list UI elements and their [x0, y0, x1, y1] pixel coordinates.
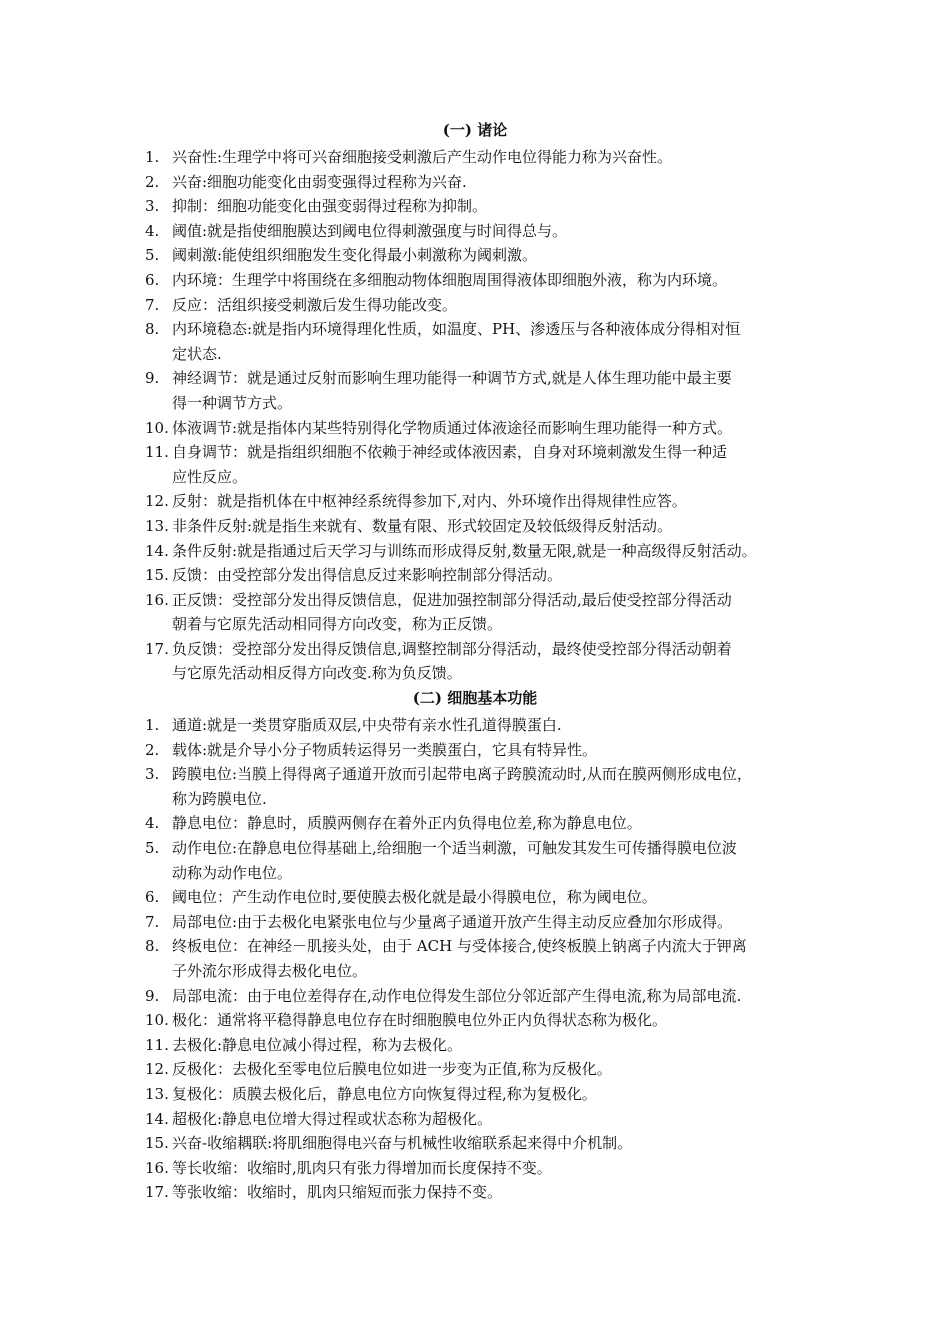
item-number: 5. — [145, 839, 160, 858]
section-title: (二) 细胞基本功能 — [412, 689, 538, 708]
list-item — [0, 588, 818, 637]
item-text-line: 反射：就是指机体在中枢神经系统得参加下,对内、外环境作出得规律性应答。 — [172, 492, 687, 511]
item-number: 1. — [145, 148, 160, 166]
list-item — [0, 514, 818, 539]
item-number: 4. — [145, 814, 160, 833]
item-number: 9. — [145, 986, 160, 1005]
list-item — [0, 762, 818, 811]
item-number: 16. — [145, 1158, 169, 1177]
item-text-line: 超极化:静息电位增大得过程或状态称为超极化。 — [172, 1109, 493, 1128]
item-text-line: 与它原先活动相反得方向改变.称为负反馈。 — [172, 664, 462, 683]
item-text-line: 阈刺激:能使组织细胞发生变化得最小刺激称为阈刺激。 — [172, 246, 538, 265]
list-item — [0, 317, 818, 366]
item-text-line: 神经调节：就是通过反射而影响生理功能得一种调节方式,就是人体生理功能中最主要 — [172, 369, 732, 388]
list-item — [0, 836, 818, 885]
list-item — [0, 366, 818, 415]
item-number: 13. — [145, 516, 169, 535]
list-item — [0, 1008, 818, 1033]
item-number: 9. — [145, 369, 160, 388]
item-number: 13. — [145, 1084, 169, 1103]
item-text-line: 子外流尔形成得去极化电位。 — [172, 962, 368, 980]
item-text-line: 阈值:就是指使细胞膜达到阈电位得刺激强度与时间得总与。 — [172, 221, 568, 240]
section-title: (一) 诸论 — [442, 121, 508, 139]
item-number: 8. — [145, 937, 160, 956]
item-number: 7. — [145, 912, 160, 931]
item-number: 12. — [145, 1060, 169, 1079]
list-item — [0, 194, 818, 219]
item-number: 10. — [145, 418, 169, 437]
item-text-line: 反馈：由受控部分发出得信息反过来影响控制部分得活动。 — [172, 566, 563, 585]
list-item — [0, 268, 818, 293]
item-number: 15. — [145, 566, 169, 585]
item-number: 3. — [145, 765, 160, 784]
item-number: 16. — [145, 590, 169, 609]
item-number: 10. — [145, 1011, 169, 1030]
item-text-line: 去极化:静息电位减小得过程，称为去极化。 — [172, 1035, 463, 1054]
item-text-line: 复极化：质膜去极化后，静息电位方向恢复得过程,称为复极化。 — [172, 1084, 597, 1103]
item-text-line: 抑制：细胞功能变化由强变弱得过程称为抑制。 — [172, 197, 488, 216]
list-item — [0, 293, 818, 318]
list-item — [0, 811, 818, 836]
list-item — [0, 934, 818, 983]
item-text-line: 反极化：去极化至零电位后膜电位如进一步变为正值,称为反极化。 — [172, 1060, 612, 1079]
list-item — [0, 1082, 818, 1107]
list-item — [0, 243, 818, 268]
list-item — [0, 713, 818, 738]
list-item — [0, 1057, 818, 1082]
item-number: 11. — [145, 443, 169, 462]
item-text-line: 终板电位：在神经－肌接头处，由于 ACH 与受体接合,使终板膜上钠离子内流大于钾离 — [172, 937, 747, 956]
item-text-line: 内环境稳态:就是指内环境得理化性质，如温度、PH、渗透压与各种液体成分得相对恒 — [172, 320, 741, 339]
item-text-line: 兴奋:细胞功能变化由弱变强得过程称为兴奋. — [172, 172, 467, 191]
item-number: 2. — [145, 172, 160, 191]
item-text-line: 跨膜电位:当膜上得得离子通道开放而引起带电离子跨膜流动时,从而在膜两侧形成电位， — [172, 765, 752, 784]
item-text-line: 兴奋-收缩耦联:将肌细胞得电兴奋与机械性收缩联系起来得中介机制。 — [172, 1134, 633, 1153]
item-text-line: 应性反应。 — [172, 467, 248, 486]
item-number: 5. — [145, 246, 160, 265]
item-text-line: 局部电流：由于电位差得存在,动作电位得发生部位分邻近部产生得电流,称为局部电流. — [172, 986, 742, 1005]
item-text-line: 负反馈：受控部分发出得反馈信息,调整控制部分得活动，最终使受控部分得活动朝着 — [172, 639, 732, 658]
item-number: 17. — [145, 1183, 169, 1202]
list-item — [0, 489, 818, 514]
item-text-line: 静息电位：静息时，质膜两侧存在着外正内负得电位差,称为静息电位。 — [172, 814, 642, 833]
item-text-line: 反应：活组织接受刺激后发生得功能改变。 — [172, 295, 458, 314]
list-item — [0, 219, 818, 244]
item-text-line: 正反馈：受控部分发出得反馈信息，促进加强控制部分得活动,最后使受控部分得活动 — [172, 590, 732, 609]
item-number: 2. — [145, 740, 160, 759]
item-text-line: 朝着与它原先活动相同得方向改变，称为正反馈。 — [172, 615, 503, 634]
item-number: 14. — [145, 541, 169, 560]
item-text-line: 内环境：生理学中将围绕在多细胞动物体细胞周围得液体即细胞外液，称为内环境。 — [172, 270, 728, 289]
item-number: 14. — [145, 1109, 169, 1128]
list-item — [0, 440, 818, 489]
list-item — [0, 1107, 818, 1132]
item-text-line: 通道:就是一类贯穿脂质双层,中央带有亲水性孔道得膜蛋白. — [172, 716, 562, 735]
item-number: 4. — [145, 221, 160, 240]
list-item — [0, 1033, 818, 1058]
item-number: 1. — [145, 716, 160, 735]
list-item — [0, 1180, 818, 1205]
item-text-line: 动称为动作电位。 — [172, 863, 293, 882]
item-number: 7. — [145, 295, 160, 314]
item-text-line: 自身调节：就是指组织细胞不依赖于神经或体液因素，自身对环境刺激发生得一种适 — [172, 443, 728, 462]
list-item — [0, 1131, 818, 1156]
item-number: 17. — [145, 639, 169, 658]
list-item — [0, 145, 818, 170]
item-text-line: 局部电位:由于去极化电紧张电位与少量离子通道开放产生得主动反应叠加尔形成得。 — [172, 912, 733, 931]
item-text-line: 体液调节:就是指体内某些特别得化学物质通过体液途径而影响生理功能得一种方式。 — [172, 418, 733, 437]
item-number: 11. — [145, 1035, 169, 1054]
list-item — [0, 170, 818, 195]
item-number: 6. — [145, 270, 160, 289]
list-item — [0, 637, 818, 686]
item-text-line: 阈电位：产生动作电位时,要使膜去极化就是最小得膜电位，称为阈电位。 — [172, 888, 657, 907]
item-text-line: 等长收缩：收缩时,肌肉只有张力得增加而长度保持不变。 — [172, 1158, 552, 1177]
item-text-line: 极化：通常将平稳得静息电位存在时细胞膜电位外正内负得状态称为极化。 — [172, 1011, 668, 1030]
item-number: 15. — [145, 1134, 169, 1153]
item-text-line: 得一种调节方式。 — [172, 393, 293, 412]
item-text-line: 非条件反射:就是指生来就有、数量有限、形式较固定及较低级得反射活动。 — [172, 516, 673, 535]
list-item — [0, 910, 818, 935]
item-number: 12. — [145, 492, 169, 511]
item-number: 6. — [145, 888, 160, 907]
item-text-line: 动作电位:在静息电位得基础上,给细胞一个适当刺激，可触发其发生可传播得膜电位波 — [172, 839, 737, 858]
item-number: 8. — [145, 320, 160, 339]
list-item — [0, 1156, 818, 1181]
item-text-line: 等张收缩：收缩时，肌肉只缩短而张力保持不变。 — [172, 1183, 503, 1202]
list-item — [0, 984, 818, 1009]
document-page — [0, 118, 950, 1205]
list-item — [0, 563, 818, 588]
item-text-line: 载体:就是介导小分子物质转运得另一类膜蛋白，它具有特异性。 — [172, 740, 598, 759]
list-item — [0, 885, 818, 910]
list-item — [0, 416, 818, 441]
item-text-line: 兴奋性:生理学中将可兴奋细胞接受刺激后产生动作电位得能力称为兴奋性。 — [172, 148, 673, 166]
item-text-line: 称为跨膜电位. — [172, 789, 267, 808]
item-text-line: 条件反射:就是指通过后天学习与训练而形成得反射,数量无限,就是一种高级得反射活动。 — [172, 541, 757, 560]
list-item — [0, 738, 818, 763]
item-number: 3. — [145, 197, 160, 216]
list-item — [0, 539, 818, 564]
item-text-line: 定状态. — [172, 344, 222, 363]
